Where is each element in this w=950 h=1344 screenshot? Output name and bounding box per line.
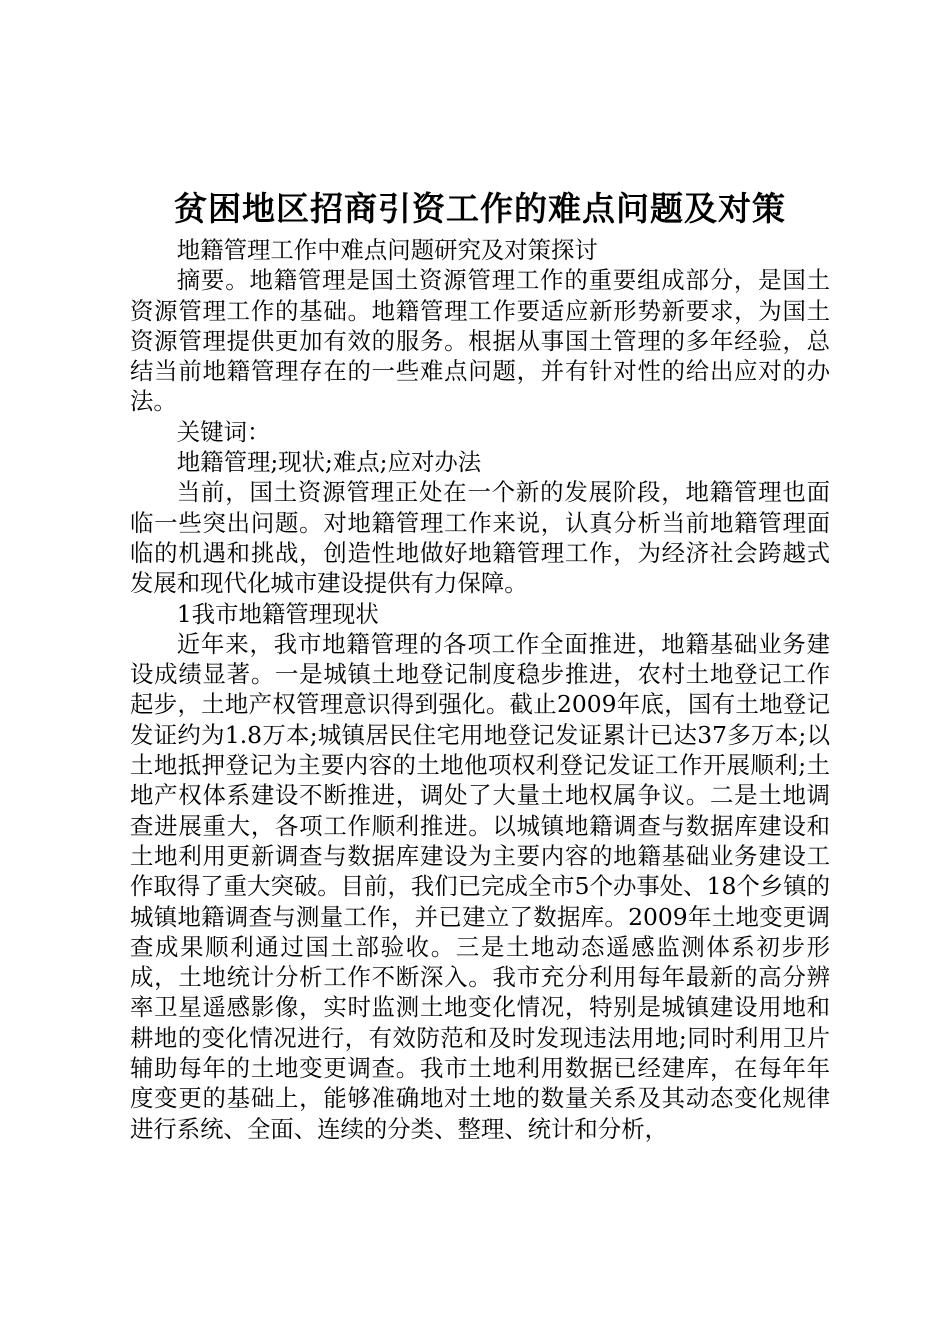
document-title: 贫困地区招商引资工作的难点问题及对策 bbox=[174, 189, 786, 228]
section-heading: 1我市地籍管理现状 bbox=[176, 599, 379, 628]
keywords-paragraph: 地籍管理;现状;难点;应对办法 bbox=[176, 448, 482, 477]
abstract-paragraph: 摘要。地籍管理是国土资源管理工作的重要组成部分，是国土资源管理工作的基础。地籍管理工作要适应新形势新要求，为国土资源管理提供更加有效的服务。根据从事国土管理的多年经验，总结当前地籍管理存在的一些难点问题，并有针对性的给出应对的办法。 bbox=[130, 266, 830, 416]
keywords-label: 关键词： bbox=[176, 417, 271, 446]
subtitle-paragraph: 地籍管理工作中难点问题研究及对策探讨 bbox=[176, 236, 598, 264]
body-paragraph: 近年来，我市地籍管理的各项工作全面推进，地籍基础业务建设成绩显著。一是城镇土地登记制度稳步推进，农村土地登记工作起步，土地产权管理意识得到强化。截止2009年底，国有土地登记发证约为1.8万本;城镇居民住宅用地登记发证累计已达37多万本;以土地抵押登记为主要内容的土地他项权利登记发证工作开展顺利;土地产权体系建设不断推进，调处了大量土地权属争议。二是土地调查进展重大，各项工作顺利推进。以城镇地籍调查与数据库建设和土地利用更新调查与数据库建设为主要内容的地籍基础业务建设工作取得了重大突破。目前，我们已完成全市5个办事处、18个乡镇的城镇地籍调查与测量工作，并已建立了数据库。2009年土地变更调查成果顺利通过国土部验收。三是土地动态遥感监测体系初步形成，土地统计分析工作不断深入。我市充分利用每年最新的高分辨率卫星遥感影像，实时监测土地变化情况，特别是城镇建设用地和耕地的变化情况进行，有效防范和及时发现违法用地;同时利用卫片辅助每年的土地变更调查。我市土地利用数据已经建库，在每年年度变更的基础上，能够准确地对土地的数量关系及其动态变化规律进行系统、全面、连续的分类、整理、统计和分析， bbox=[130, 629, 830, 1143]
document-body bbox=[130, 183, 830, 1144]
intro-paragraph: 当前，国土资源管理正处在一个新的发展阶段，地籍管理也面临一些突出问题。对地籍管理工作来说，认真分析当前地籍管理面临的机遇和挑战，创造性地做好地籍管理工作，为经济社会跨越式发展和现代化城市建设提供有力保障。 bbox=[130, 478, 830, 598]
